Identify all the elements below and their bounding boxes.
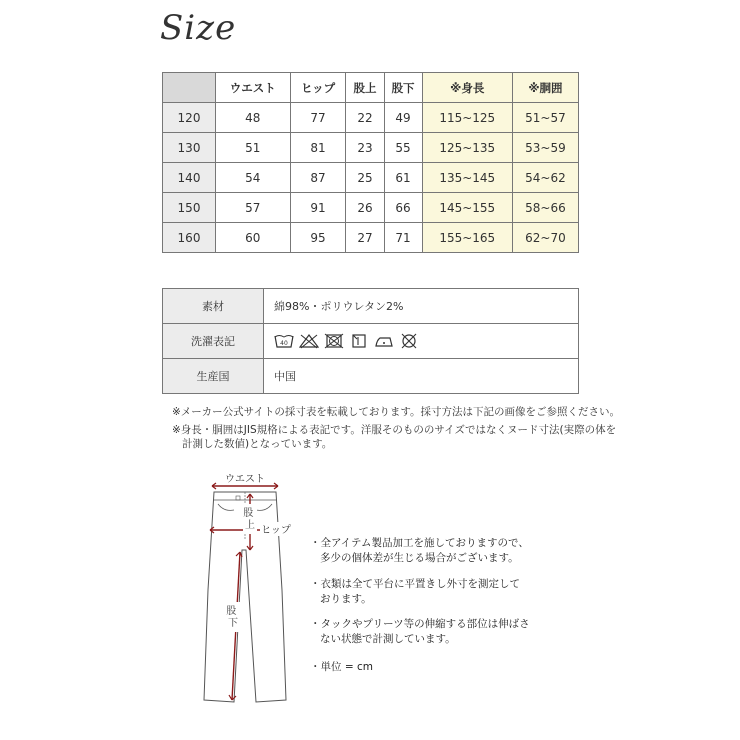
inseam-label-char2: 下 — [228, 618, 238, 629]
table-cell: 23 — [346, 133, 384, 163]
table-cell: 145~155 — [422, 193, 512, 223]
no-tumble-dry-icon — [324, 333, 344, 349]
table-row — [163, 133, 579, 163]
table-cell: 48 — [216, 103, 291, 133]
table-cell: 54 — [216, 163, 291, 193]
header-height: ※身長 — [422, 73, 512, 103]
pants-diagram — [190, 470, 300, 705]
size-table — [162, 72, 579, 253]
table-row — [163, 223, 579, 253]
size-label: 150 — [163, 193, 216, 223]
wash-row — [163, 324, 579, 359]
table-row — [163, 193, 579, 223]
bullet-2-line2: おります。 — [320, 593, 372, 605]
bullet-3-line1: ・タックやプリーツ等の伸縮する部位は伸ばさ — [310, 618, 530, 630]
table-cell: 61 — [384, 163, 422, 193]
table-cell: 87 — [290, 163, 346, 193]
table-cell: 77 — [290, 103, 346, 133]
no-dry-clean-icon — [399, 333, 419, 349]
table-row — [163, 103, 579, 133]
size-label: 160 — [163, 223, 216, 253]
wash-icons — [264, 324, 579, 359]
svg-text:40: 40 — [280, 340, 288, 347]
table-row — [163, 163, 579, 193]
hip-label: ヒップ — [261, 525, 291, 536]
table-cell: 91 — [290, 193, 346, 223]
material-label: 素材 — [163, 289, 264, 324]
table-cell: 125~135 — [422, 133, 512, 163]
table-cell: 57 — [216, 193, 291, 223]
table-cell: 60 — [216, 223, 291, 253]
size-label: 130 — [163, 133, 216, 163]
no-bleach-icon — [299, 333, 319, 349]
bullet-1-line2: 多少の個体差が生じる場合がございます。 — [320, 552, 519, 564]
bullet-1-line1: ・全アイテム製品加工を施しておりますので、 — [310, 537, 529, 549]
table-cell: 27 — [346, 223, 384, 253]
table-cell: 26 — [346, 193, 384, 223]
waist-label: ウエスト — [225, 474, 265, 485]
table-cell: 66 — [384, 193, 422, 223]
table-cell: 71 — [384, 223, 422, 253]
size-table-header-row — [163, 73, 579, 103]
table-cell: 62~70 — [512, 223, 578, 253]
size-label: 120 — [163, 103, 216, 133]
header-girth: ※胴囲 — [512, 73, 578, 103]
origin-row — [163, 359, 579, 394]
note-1: ※メーカー公式サイトの採寸表を転載しております。採寸方法は下記の画像をご参照ください。 — [172, 406, 621, 418]
note-2-line2: 計測した数値)となっています。 — [182, 438, 333, 450]
origin-label: 生産国 — [163, 359, 264, 394]
header-corner — [163, 73, 216, 103]
header-waist: ウエスト — [216, 73, 291, 103]
table-cell: 53~59 — [512, 133, 578, 163]
iron-low-icon — [374, 333, 394, 349]
bullet-2-line1: ・衣類は全て平台に平置きし外寸を測定して — [310, 578, 520, 590]
table-cell: 49 — [384, 103, 422, 133]
table-cell: 95 — [290, 223, 346, 253]
table-cell: 81 — [290, 133, 346, 163]
header-hip: ヒップ — [290, 73, 346, 103]
table-cell: 51 — [216, 133, 291, 163]
origin-value: 中国 — [264, 359, 579, 394]
bullet-4: ・単位 = cm — [310, 661, 373, 673]
wash-label: 洗濯表記 — [163, 324, 264, 359]
table-cell: 25 — [346, 163, 384, 193]
material-table — [162, 288, 579, 394]
table-cell: 135~145 — [422, 163, 512, 193]
material-value: 綿98%・ポリウレタン2% — [264, 289, 579, 324]
table-cell: 22 — [346, 103, 384, 133]
header-inseam: 股下 — [384, 73, 422, 103]
rise-label-char2: 上 — [245, 520, 255, 531]
note-2-line1: ※身長・胴囲はJIS規格による表記です。洋服そのもののサイズではなくヌード寸法(実際の体を — [172, 424, 617, 436]
size-label: 140 — [163, 163, 216, 193]
table-cell: 55 — [384, 133, 422, 163]
wash-40-icon — [274, 333, 294, 349]
rise-label-char1: 股 — [243, 508, 254, 519]
table-cell: 115~125 — [422, 103, 512, 133]
material-row — [163, 289, 579, 324]
table-cell: 51~57 — [512, 103, 578, 133]
table-cell: 58~66 — [512, 193, 578, 223]
table-cell: 155~165 — [422, 223, 512, 253]
inseam-label-char1: 股 — [226, 606, 237, 617]
bullet-3-line2: ない状態で計測しています。 — [320, 633, 456, 645]
page-title: Size — [160, 8, 237, 48]
header-rise: 股上 — [346, 73, 384, 103]
line-dry-shade-icon — [349, 333, 369, 349]
table-cell: 54~62 — [512, 163, 578, 193]
